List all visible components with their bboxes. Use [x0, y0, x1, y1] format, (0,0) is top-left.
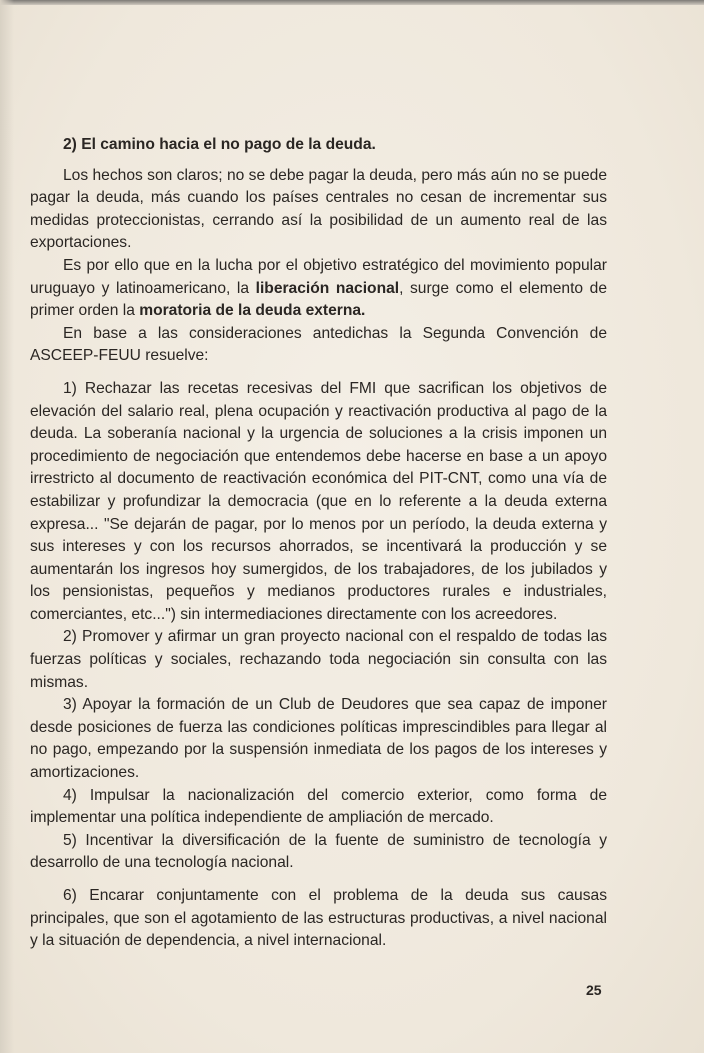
paragraph-resolution-intro: En base a las consideraciones antedichas la Segunda Convención de ASCEEP-FEUU resuelve:: [30, 324, 607, 365]
resolution-item-1: 1) Rechazar las recetas recesivas del FMI que sacrifican los objetivos de elevación del salario real, plena ocupación y reactivación productiva al pago de la deuda. La soberanía nacional y la urgencia de soluciones a la crisis imponen un procedimiento de negociación que entendemos debe hacerse en base a un apoyo irrestricto al documento de reactivación económica del PIT-CNT, como una vía de estabilizar y profundizar la democracia (que en lo referente a la deuda externa expresa... "Se dejarán de pagar, por lo menos por un período, la deuda externa y sus intereses y con los recursos ahorrados, se incentivará la producción y se aumentarán los ingresos hoy sumergidos, de los trabajadores, de los jubilados y los pensionistas, pequeños y medianos productores rurales e industriales, comerciantes, etc...") sin intermediaciones directamente con los acreedores.: [30, 379, 607, 623]
resolution-item-4: 4) Impulsar la nacionalización del comercio exterior, como forma de implementar una política independiente de ampliación de mercado.: [30, 786, 607, 827]
paragraph-facts: Los hechos son claros; no se debe pagar la deuda, pero más aún no se puede pagar la deuda, más cuando los países centrales no cesan de incrementar sus medidas proteccionistas, cerrando así la posibilidad de un aumento real de las exportaciones.: [30, 166, 607, 252]
resolution-item-3: 3) Apoyar la formación de un Club de Deudores que sea capaz de imponer desde posiciones de fuerza las condiciones políticas imprescindibles para llegar al no pago, empezando por la suspensión inmediata de los pagos de los intereses y amortizaciones.: [30, 696, 607, 782]
resolution-item-2: 2) Promover y afirmar un gran proyecto nacional con el respaldo de todas las fuerzas políticas y sociales, rechazando toda negociación sin consulta con las mismas.: [30, 628, 607, 691]
emphasis-moratoria: moratoria de la deuda externa.: [139, 302, 366, 320]
resolution-item-6: 6) Encarar conjuntamente con el problema de la deuda sus causas principales, que son el agotamiento de las estructuras productivas, a nivel nacional y la situación de dependencia, a nivel internacional.: [30, 887, 607, 950]
section-heading: 2) El camino hacia el no pago de la deuda.: [63, 136, 376, 153]
paragraph-strategy-text-a: Es por ello que en la lucha por el objetivo estratégico del movimiento popular uruguayo y latinoamericano, la: [30, 256, 607, 297]
paragraph-strategy-text-c: , surge como el elemento de primer orden la: [30, 279, 608, 320]
page-top-edge: [0, 0, 704, 5]
page-content: [30, 134, 607, 953]
resolution-item-5: 5) Incentivar la diversificación de la fuente de suministro de tecnología y desarrollo de una tecnología nacional.: [30, 831, 607, 872]
page-gutter-shadow: [0, 0, 14, 1053]
paragraph-strategy: [30, 255, 607, 323]
page-number: 25: [586, 982, 602, 998]
emphasis-liberacion-nacional: liberación nacional: [255, 279, 400, 297]
